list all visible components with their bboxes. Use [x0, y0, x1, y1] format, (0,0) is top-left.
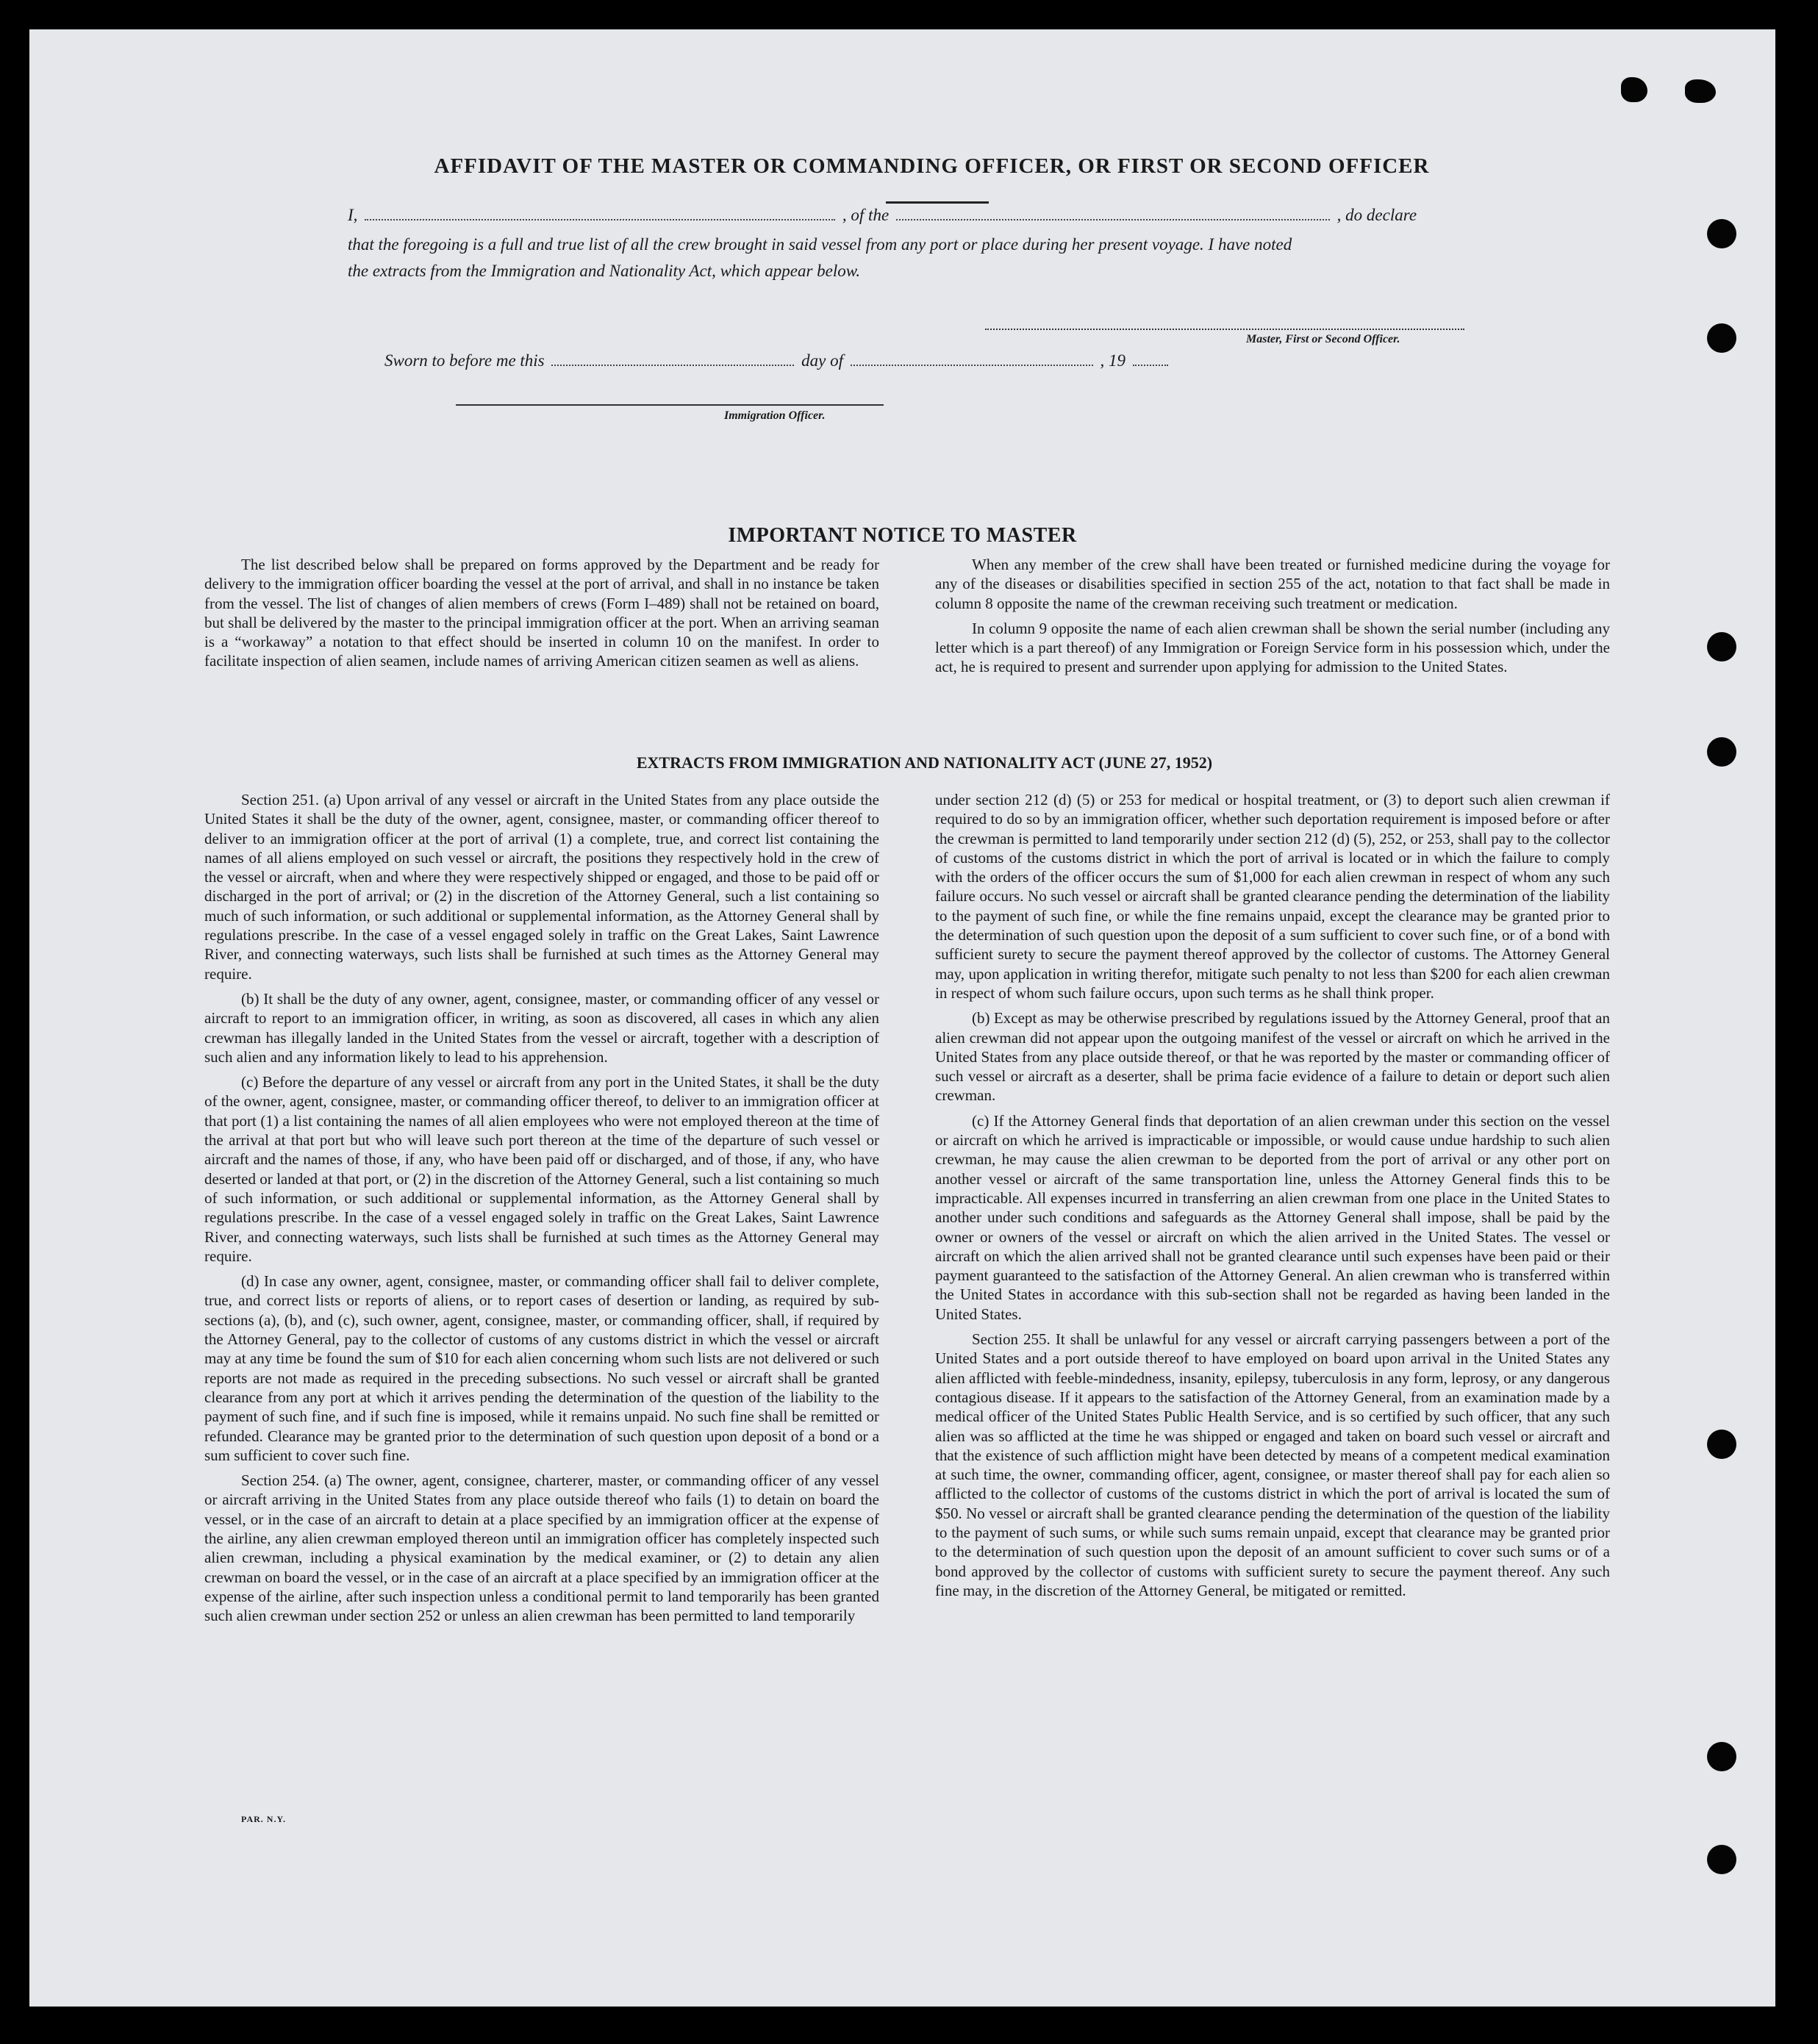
- affidavit-title: AFFIDAVIT OF THE MASTER OR COMMANDING OFFICER, OR FIRST OR SECOND OFFICER: [434, 154, 1430, 178]
- sworn-year-field[interactable]: [1133, 362, 1168, 366]
- statement-line-1: that the foregoing is a full and true list of all the crew brought in said vessel from any port or place during her present voyage. I have noted: [348, 235, 1292, 254]
- section-251b: (b) It shall be the duty of any owner, agent, consignee, master, or commanding officer of any vessel or aircraft to report to an immigration officer, in writing, as soon as discovered, all cases in which any alien crewman has illegally landed in the United States from the vessel or aircraft, together with a description of such alien and any information likely to lead to his apprehension.: [204, 989, 879, 1066]
- officer-caption: Immigration Officer.: [724, 409, 826, 422]
- notice-right-paragraph-2: In column 9 opposite the name of each alien crewman shall be shown the serial number (including any letter which is a part thereof) of any Immigration or Foreign Service form in his possession which, under the act, he is required to present and surrender upon applying for admission to the United States.: [935, 619, 1610, 676]
- section-251c: (c) Before the departure of any vessel or aircraft from any port in the United States, it shall be the duty of the owner, agent, consignee, master, or commanding officer thereof, to deliver to an immigration officer at that port (1) a list containing the names of all alien employees who were not employed thereon at the time of the arrival at that port but who will leave such port thereon at the time of the departure of such vessel or aircraft and the names of those, if any, who have been paid off or discharged, and of those, if any, who have deserted or landed at that port, or (2) in the discretion of the Attorney General, such a list containing so much of such information, or such additional or supplemental information, as the Attorney General shall by regulations prescribe. In the case of a vessel engaged solely in traffic on the Great Lakes, Saint Lawrence River, and connecting waterways, such lists shall be furnished at such times as the Attorney General may require.: [204, 1073, 879, 1265]
- section-254a: Section 254. (a) The owner, agent, consignee, charterer, master, or commanding officer of any vessel or aircraft arriving in the United States from any place outside thereof who fails (1) to detain on board the vessel, or in the case of an aircraft to detain at a place specified by an immigration officer at the expense of the airline, any alien crewman employed thereon until an immigration officer has completely inspected such alien crewman, including a physical examination by the medical examiner, or (2) to detain any alien crewman on board the vessel, or in the case of an aircraft at a place specified by an immigration officer at the expense of the airline, after such inspection unless a conditional permit to land temporarily has been granted such alien crewman under section 252 or unless an alien crewman has been permitted to land temporarily: [204, 1471, 879, 1625]
- master-signature-line[interactable]: [985, 329, 1464, 330]
- name-field[interactable]: [365, 216, 835, 220]
- notice-right-paragraph-1: When any member of the crew shall have been treated or furnished medicine during the voyage for any of the diseases or disabilities specified in section 255 of the act, notation to that fact shall be made in column 8 opposite the name of the crewman receiving such treatment or medication.: [935, 556, 1610, 612]
- ink-blot: [1621, 77, 1647, 102]
- extracts-title: EXTRACTS FROM IMMIGRATION AND NATIONALITY ACT (JUNE 27, 1952): [636, 753, 1213, 772]
- notice-title: IMPORTANT NOTICE TO MASTER: [728, 524, 1077, 547]
- punch-hole: [1707, 323, 1736, 353]
- notice-right-column: [935, 555, 1610, 683]
- extracts-left-column: [204, 790, 879, 1631]
- punch-hole: [1707, 1430, 1736, 1459]
- declaration-line: [348, 206, 1417, 225]
- master-caption: Master, First or Second Officer.: [1246, 333, 1400, 345]
- sworn-month-field[interactable]: [851, 362, 1093, 366]
- punch-hole: [1707, 219, 1736, 248]
- do-declare-label: , do declare: [1336, 206, 1417, 224]
- section-251d: (d) In case any owner, agent, consignee, master, or commanding officer shall fail to deliver complete, true, and correct lists or reports of aliens, or to report cases of desertion or landing, as required by sub-sections (a), (b), and (c), such owner, agent, consignee, master, or commanding officer, shall, if required by the Attorney General, pay to the collector of customs of any customs district in which the vessel or aircraft may at any time be found the sum of $10 for each alien concerning whom such lists are not delivered or such reports are not made as required in the preceding subsections. No such vessel or aircraft shall be granted clearance from any port at which it arrives pending the determination of the question of the liability to the payment of such fine, and if such fine is imposed, while it remains unpaid. No such fine shall be remitted or refunded. Clearance may be granted prior to the determination of such question upon deposit of a bond or a sum sufficient to cover such fine.: [204, 1272, 879, 1464]
- punch-hole: [1707, 1742, 1736, 1771]
- vessel-field[interactable]: [896, 216, 1330, 220]
- statement-line-2: the extracts from the Immigration and Nationality Act, which appear below.: [348, 262, 861, 280]
- form-page: [29, 29, 1775, 2007]
- section-254c: (c) If the Attorney General finds that deportation of an alien crewman under this section on the vessel or aircraft on which he arrived is impracticable or impossible, or would cause undue hardship to such alien crewman, he may cause the alien crewman to be deported from the port of arrival or any other port on another vessel or aircraft of the same transportation line, unless the Attorney General finds this to be impracticable. All expenses incurred in transferring an alien crewman from one place in the United States to another under such conditions and safeguards as the Attorney General shall impose, shall be paid by the owner or owners of the vessel or aircraft on which the alien arrived in the United States. The vessel or aircraft on which the alien arrived shall not be granted clearance until such expenses have been paid or their payment guaranteed to the satisfaction of the Attorney General. An alien crewman who is transferred within the United States in accordance with this sub-section shall not be regarded as having been landed in the United States.: [935, 1111, 1610, 1323]
- title-underline: [886, 201, 989, 204]
- officer-signature-line[interactable]: [456, 404, 884, 406]
- sworn-label: Sworn to before me this: [384, 351, 545, 370]
- punch-hole: [1707, 1845, 1736, 1874]
- notice-left-column: [204, 555, 879, 677]
- of-the-label: , of the: [842, 206, 890, 224]
- section-251a: Section 251. (a) Upon arrival of any vessel or aircraft in the United States from any place outside the United States it shall be the duty of the owner, agent, consignee, master, or commanding officer thereof to deliver to an immigration officer at the port of arrival (1) a complete, true, and correct list containing the names of all aliens employed on such vessel or aircraft, the positions they respectively hold in the crew of the vessel or aircraft, when and where they were respectively shipped or engaged, and those to be paid off or discharged in the port of arrival; or (2) in the discretion of the Attorney General, such a list containing so much of such information, or such additional or supplemental information, as the Attorney General shall by regulations prescribe. In the case of a vessel engaged solely in traffic on the Great Lakes, Saint Lawrence River, and connecting waterways, such lists shall be furnished at such times as the Attorney General may require.: [204, 791, 879, 983]
- day-of-label: day of: [801, 351, 843, 370]
- year-label: , 19: [1100, 351, 1125, 370]
- printer-mark: PAR. N.Y.: [241, 1814, 287, 1824]
- punch-hole: [1707, 632, 1736, 661]
- i-label: I,: [348, 206, 358, 224]
- notice-left-paragraph: The list described below shall be prepared on forms approved by the Department and be ready for delivery to the immigration officer boarding the vessel at the port of arrival, and shall in no instance be taken from the vessel. The list of changes of alien members of crews (Form I–489) shall not be retained on board, but shall be delivered by the master to the principal immigration officer at the port. When an arriving seaman is a “workaway” a notation to that effect should be inserted in column 10 on the manifest. In order to facilitate inspection of alien seamen, include names of arriving American citizen seamen as well as aliens.: [204, 556, 879, 670]
- sworn-day-field[interactable]: [551, 362, 794, 366]
- extracts-right-column: [935, 790, 1610, 1606]
- section-254a-cont: under section 212 (d) (5) or 253 for medical or hospital treatment, or (3) to deport such alien crewman if required to do so by an immigration officer, whether such deportation requirement is imposed before or after the crewman is permitted to land temporarily under section 212 (d) (5), 252, or 253, shall pay to the collector of customs of the customs district in which the port of arrival is located or in which the failure to comply with the orders of the officer occurs the sum of $1,000 for each alien crewman in respect of whom any such failure occurs. No such vessel or aircraft shall be granted clearance pending the determination of the liability to the payment of such fine, or while the fine remains unpaid, except the clearance may be granted prior to the determination of such question upon the deposit of a sum sufficient to cover such fine, or of a bond with sufficient surety to secure the payment thereof approved by the collector of customs. The Attorney General may, upon application in writing therefor, mitigate such penalty to not less than $200 for each alien crewman in respect of whom such failure occurs, upon such terms as he shall think proper.: [935, 791, 1610, 1002]
- section-255: Section 255. It shall be unlawful for any vessel or aircraft carrying passengers between a port of the United States and a port outside thereof to have employed on board upon arrival in the United States any alien afflicted with feeble-mindedness, insanity, epilepsy, tuberculosis in any form, leprosy, or any dangerous contagious disease. If it appears to the satisfaction of the Attorney General, from an examination made by a medical officer of the United States Public Health Service, and is so certified by such officer, that any such alien was so afflicted at the time he was shipped or engaged and taken on board such vessel or aircraft and that the existence of such affliction might have been detected by means of a competent medical examination at such time, the owner, commanding officer, agent, consignee, or master thereof shall pay for each alien so afflicted to the collector of customs of the customs district in which the port of arrival is located the sum of $50. No vessel or aircraft shall be granted clearance pending the determination of the question of the liability to the payment of such sums, or while such sums remain unpaid, except that clearance may be granted prior to the determination of such question upon the deposit of an amount sufficient to cover such sums or of a bond approved by the collector of customs with sufficient surety to secure the payment thereof. Any such fine may, in the discretion of the Attorney General, be mitigated or remitted.: [935, 1330, 1610, 1599]
- section-254b: (b) Except as may be otherwise prescribed by regulations issued by the Attorney General, proof that an alien crewman did not appear upon the outgoing manifest of the vessel or aircraft on which he arrived in the United States from any place outside thereof, or that he was reported by the master or commanding officer of such vessel or aircraft as a deserter, shall be prima facie evidence of a failure to detain or deport such alien crewman.: [935, 1009, 1610, 1105]
- ink-blot: [1685, 79, 1716, 103]
- sworn-line: [384, 351, 1171, 370]
